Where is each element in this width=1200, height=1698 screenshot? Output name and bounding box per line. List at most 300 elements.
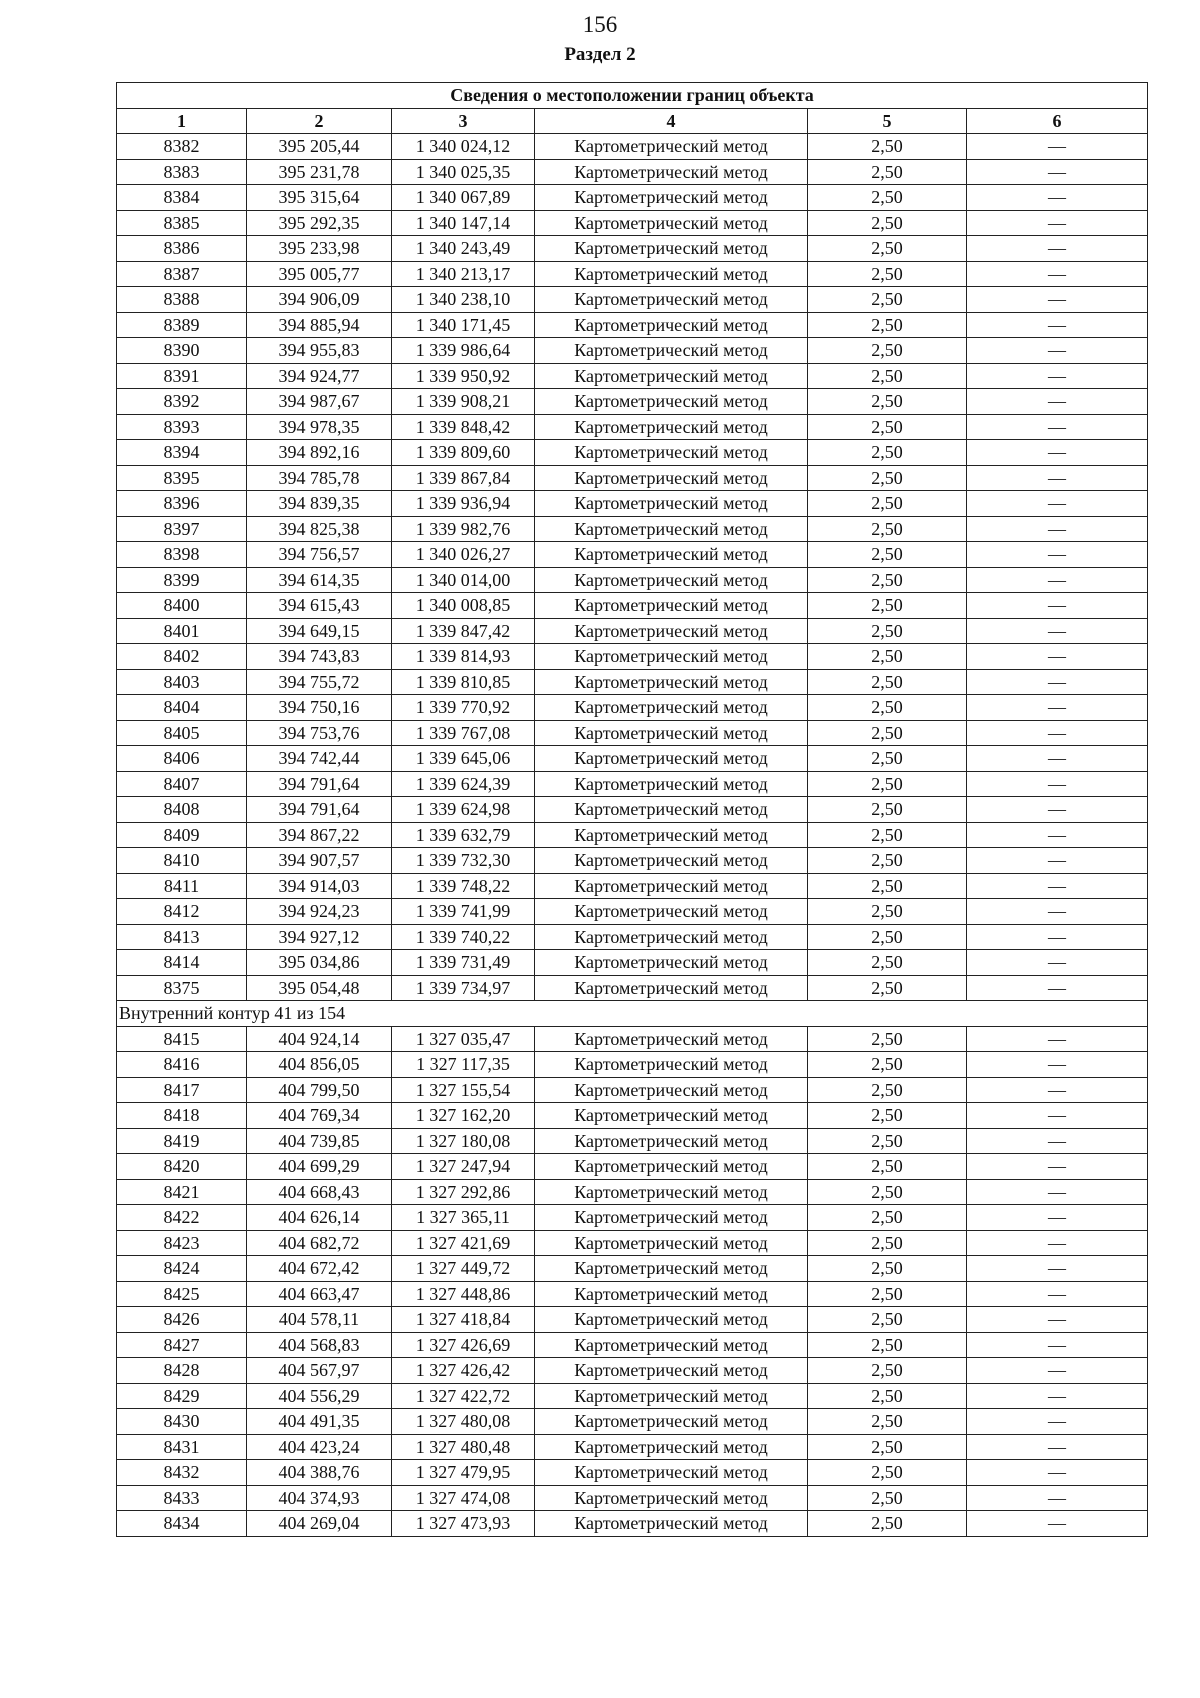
x-coordinate-cell: 404 672,42 <box>247 1256 392 1282</box>
x-coordinate-cell: 404 739,85 <box>247 1128 392 1154</box>
y-coordinate-cell: 1 339 982,76 <box>392 516 535 542</box>
table-row <box>117 261 1148 287</box>
point-number-cell: 8386 <box>117 236 247 262</box>
accuracy-cell: 2,50 <box>808 1409 967 1435</box>
method-cell: Картометрический метод <box>535 1230 808 1256</box>
table-row <box>117 720 1148 746</box>
x-coordinate-cell: 404 924,14 <box>247 1026 392 1052</box>
column-header: 4 <box>535 108 808 134</box>
y-coordinate-cell: 1 340 147,14 <box>392 210 535 236</box>
y-coordinate-cell: 1 339 867,84 <box>392 465 535 491</box>
accuracy-cell: 2,50 <box>808 185 967 211</box>
accuracy-cell: 2,50 <box>808 771 967 797</box>
description-cell: — <box>967 873 1148 899</box>
point-number-cell: 8392 <box>117 389 247 415</box>
point-number-cell: 8427 <box>117 1332 247 1358</box>
point-number-cell: 8394 <box>117 440 247 466</box>
accuracy-cell: 2,50 <box>808 134 967 160</box>
y-coordinate-cell: 1 339 810,85 <box>392 669 535 695</box>
description-cell: — <box>967 185 1148 211</box>
y-coordinate-cell: 1 339 734,97 <box>392 975 535 1001</box>
accuracy-cell: 2,50 <box>808 1383 967 1409</box>
table-row <box>117 1409 1148 1435</box>
description-cell: — <box>967 1409 1148 1435</box>
x-coordinate-cell: 394 907,57 <box>247 848 392 874</box>
y-coordinate-cell: 1 339 624,98 <box>392 797 535 823</box>
table-row <box>117 1485 1148 1511</box>
description-cell: — <box>967 618 1148 644</box>
y-coordinate-cell: 1 327 426,42 <box>392 1358 535 1384</box>
method-cell: Картометрический метод <box>535 210 808 236</box>
accuracy-cell: 2,50 <box>808 1205 967 1231</box>
point-number-cell: 8402 <box>117 644 247 670</box>
x-coordinate-cell: 404 374,93 <box>247 1485 392 1511</box>
description-cell: — <box>967 695 1148 721</box>
table-caption-row <box>117 83 1148 109</box>
accuracy-cell: 2,50 <box>808 848 967 874</box>
y-coordinate-cell: 1 340 008,85 <box>392 593 535 619</box>
y-coordinate-cell: 1 340 213,17 <box>392 261 535 287</box>
point-number-cell: 8412 <box>117 899 247 925</box>
table-row <box>117 1358 1148 1384</box>
point-number-cell: 8433 <box>117 1485 247 1511</box>
method-cell: Картометрический метод <box>535 491 808 517</box>
y-coordinate-cell: 1 327 480,48 <box>392 1434 535 1460</box>
method-cell: Картометрический метод <box>535 542 808 568</box>
y-coordinate-cell: 1 327 418,84 <box>392 1307 535 1333</box>
table-row <box>117 975 1148 1001</box>
method-cell: Картометрический метод <box>535 287 808 313</box>
x-coordinate-cell: 395 292,35 <box>247 210 392 236</box>
table-row <box>117 389 1148 415</box>
y-coordinate-cell: 1 327 448,86 <box>392 1281 535 1307</box>
y-coordinate-cell: 1 340 025,35 <box>392 159 535 185</box>
x-coordinate-cell: 404 699,29 <box>247 1154 392 1180</box>
x-coordinate-cell: 394 867,22 <box>247 822 392 848</box>
x-coordinate-cell: 404 626,14 <box>247 1205 392 1231</box>
description-cell: — <box>967 491 1148 517</box>
accuracy-cell: 2,50 <box>808 261 967 287</box>
table-row <box>117 414 1148 440</box>
point-number-cell: 8389 <box>117 312 247 338</box>
y-coordinate-cell: 1 339 986,64 <box>392 338 535 364</box>
accuracy-cell: 2,50 <box>808 746 967 772</box>
point-number-cell: 8385 <box>117 210 247 236</box>
table-row <box>117 312 1148 338</box>
x-coordinate-cell: 394 914,03 <box>247 873 392 899</box>
accuracy-cell: 2,50 <box>808 1179 967 1205</box>
accuracy-cell: 2,50 <box>808 1026 967 1052</box>
description-cell: — <box>967 1103 1148 1129</box>
method-cell: Картометрический метод <box>535 1358 808 1384</box>
description-cell: — <box>967 720 1148 746</box>
point-number-cell: 8429 <box>117 1383 247 1409</box>
table-row <box>117 236 1148 262</box>
accuracy-cell: 2,50 <box>808 720 967 746</box>
y-coordinate-cell: 1 339 624,39 <box>392 771 535 797</box>
accuracy-cell: 2,50 <box>808 465 967 491</box>
method-cell: Картометрический метод <box>535 1154 808 1180</box>
point-number-cell: 8382 <box>117 134 247 160</box>
description-cell: — <box>967 567 1148 593</box>
description-cell: — <box>967 1383 1148 1409</box>
x-coordinate-cell: 394 614,35 <box>247 567 392 593</box>
y-coordinate-cell: 1 327 247,94 <box>392 1154 535 1180</box>
method-cell: Картометрический метод <box>535 1026 808 1052</box>
y-coordinate-cell: 1 327 162,20 <box>392 1103 535 1129</box>
accuracy-cell: 2,50 <box>808 210 967 236</box>
boundary-coordinates-table <box>116 82 1148 1537</box>
accuracy-cell: 2,50 <box>808 1358 967 1384</box>
description-cell: — <box>967 1205 1148 1231</box>
x-coordinate-cell: 395 231,78 <box>247 159 392 185</box>
description-cell: — <box>967 975 1148 1001</box>
table-row <box>117 185 1148 211</box>
y-coordinate-cell: 1 327 035,47 <box>392 1026 535 1052</box>
accuracy-cell: 2,50 <box>808 1281 967 1307</box>
method-cell: Картометрический метод <box>535 1460 808 1486</box>
method-cell: Картометрический метод <box>535 1281 808 1307</box>
description-cell: — <box>967 516 1148 542</box>
accuracy-cell: 2,50 <box>808 1511 967 1537</box>
description-cell: — <box>967 669 1148 695</box>
method-cell: Картометрический метод <box>535 261 808 287</box>
y-coordinate-cell: 1 339 847,42 <box>392 618 535 644</box>
x-coordinate-cell: 394 955,83 <box>247 338 392 364</box>
method-cell: Картометрический метод <box>535 924 808 950</box>
description-cell: — <box>967 261 1148 287</box>
accuracy-cell: 2,50 <box>808 542 967 568</box>
description-cell: — <box>967 771 1148 797</box>
group-row <box>117 1001 1148 1027</box>
x-coordinate-cell: 395 034,86 <box>247 950 392 976</box>
accuracy-cell: 2,50 <box>808 1128 967 1154</box>
method-cell: Картометрический метод <box>535 1128 808 1154</box>
y-coordinate-cell: 1 327 365,11 <box>392 1205 535 1231</box>
x-coordinate-cell: 394 927,12 <box>247 924 392 950</box>
point-number-cell: 8406 <box>117 746 247 772</box>
method-cell: Картометрический метод <box>535 1383 808 1409</box>
x-coordinate-cell: 404 856,05 <box>247 1052 392 1078</box>
y-coordinate-cell: 1 339 814,93 <box>392 644 535 670</box>
y-coordinate-cell: 1 327 117,35 <box>392 1052 535 1078</box>
y-coordinate-cell: 1 339 936,94 <box>392 491 535 517</box>
x-coordinate-cell: 394 906,09 <box>247 287 392 313</box>
accuracy-cell: 2,50 <box>808 440 967 466</box>
method-cell: Картометрический метод <box>535 618 808 644</box>
y-coordinate-cell: 1 339 950,92 <box>392 363 535 389</box>
x-coordinate-cell: 394 743,83 <box>247 644 392 670</box>
table-row <box>117 1511 1148 1537</box>
table-row <box>117 363 1148 389</box>
y-coordinate-cell: 1 339 632,79 <box>392 822 535 848</box>
description-cell: — <box>967 1179 1148 1205</box>
x-coordinate-cell: 394 839,35 <box>247 491 392 517</box>
accuracy-cell: 2,50 <box>808 644 967 670</box>
table-body <box>117 134 1148 1537</box>
description-cell: — <box>967 899 1148 925</box>
method-cell: Картометрический метод <box>535 159 808 185</box>
table-row <box>117 1460 1148 1486</box>
y-coordinate-cell: 1 340 171,45 <box>392 312 535 338</box>
x-coordinate-cell: 404 578,11 <box>247 1307 392 1333</box>
point-number-cell: 8390 <box>117 338 247 364</box>
point-number-cell: 8426 <box>117 1307 247 1333</box>
x-coordinate-cell: 394 750,16 <box>247 695 392 721</box>
point-number-cell: 8421 <box>117 1179 247 1205</box>
x-coordinate-cell: 404 423,24 <box>247 1434 392 1460</box>
x-coordinate-cell: 394 892,16 <box>247 440 392 466</box>
table-row <box>117 746 1148 772</box>
table-row <box>117 1256 1148 1282</box>
table-row <box>117 542 1148 568</box>
point-number-cell: 8430 <box>117 1409 247 1435</box>
description-cell: — <box>967 1026 1148 1052</box>
table-row <box>117 465 1148 491</box>
description-cell: — <box>967 1332 1148 1358</box>
method-cell: Картометрический метод <box>535 389 808 415</box>
y-coordinate-cell: 1 327 449,72 <box>392 1256 535 1282</box>
point-number-cell: 8423 <box>117 1230 247 1256</box>
table-row <box>117 210 1148 236</box>
point-number-cell: 8405 <box>117 720 247 746</box>
x-coordinate-cell: 394 649,15 <box>247 618 392 644</box>
x-coordinate-cell: 394 755,72 <box>247 669 392 695</box>
x-coordinate-cell: 404 769,34 <box>247 1103 392 1129</box>
x-coordinate-cell: 394 791,64 <box>247 771 392 797</box>
x-coordinate-cell: 404 663,47 <box>247 1281 392 1307</box>
table-row <box>117 159 1148 185</box>
method-cell: Картометрический метод <box>535 593 808 619</box>
method-cell: Картометрический метод <box>535 873 808 899</box>
method-cell: Картометрический метод <box>535 1434 808 1460</box>
point-number-cell: 8424 <box>117 1256 247 1282</box>
description-cell: — <box>967 746 1148 772</box>
point-number-cell: 8391 <box>117 363 247 389</box>
accuracy-cell: 2,50 <box>808 312 967 338</box>
accuracy-cell: 2,50 <box>808 695 967 721</box>
table-row <box>117 822 1148 848</box>
x-coordinate-cell: 394 987,67 <box>247 389 392 415</box>
y-coordinate-cell: 1 327 421,69 <box>392 1230 535 1256</box>
y-coordinate-cell: 1 327 422,72 <box>392 1383 535 1409</box>
description-cell: — <box>967 644 1148 670</box>
description-cell: — <box>967 822 1148 848</box>
point-number-cell: 8408 <box>117 797 247 823</box>
x-coordinate-cell: 394 753,76 <box>247 720 392 746</box>
description-cell: — <box>967 1358 1148 1384</box>
point-number-cell: 8418 <box>117 1103 247 1129</box>
description-cell: — <box>967 1256 1148 1282</box>
table-row <box>117 1434 1148 1460</box>
point-number-cell: 8399 <box>117 567 247 593</box>
y-coordinate-cell: 1 340 067,89 <box>392 185 535 211</box>
accuracy-cell: 2,50 <box>808 618 967 644</box>
method-cell: Картометрический метод <box>535 975 808 1001</box>
description-cell: — <box>967 1281 1148 1307</box>
table-row <box>117 134 1148 160</box>
x-coordinate-cell: 404 491,35 <box>247 1409 392 1435</box>
point-number-cell: 8434 <box>117 1511 247 1537</box>
method-cell: Картометрический метод <box>535 185 808 211</box>
point-number-cell: 8383 <box>117 159 247 185</box>
point-number-cell: 8398 <box>117 542 247 568</box>
x-coordinate-cell: 404 567,97 <box>247 1358 392 1384</box>
y-coordinate-cell: 1 340 014,00 <box>392 567 535 593</box>
table-row <box>117 797 1148 823</box>
method-cell: Картометрический метод <box>535 1205 808 1231</box>
method-cell: Картометрический метод <box>535 567 808 593</box>
y-coordinate-cell: 1 339 809,60 <box>392 440 535 466</box>
accuracy-cell: 2,50 <box>808 899 967 925</box>
method-cell: Картометрический метод <box>535 1307 808 1333</box>
table-row <box>117 567 1148 593</box>
table-row <box>117 1307 1148 1333</box>
point-number-cell: 8409 <box>117 822 247 848</box>
method-cell: Картометрический метод <box>535 236 808 262</box>
method-cell: Картометрический метод <box>535 848 808 874</box>
accuracy-cell: 2,50 <box>808 1485 967 1511</box>
point-number-cell: 8419 <box>117 1128 247 1154</box>
accuracy-cell: 2,50 <box>808 1434 967 1460</box>
table-row <box>117 338 1148 364</box>
point-number-cell: 8397 <box>117 516 247 542</box>
description-cell: — <box>967 1307 1148 1333</box>
method-cell: Картометрический метод <box>535 312 808 338</box>
accuracy-cell: 2,50 <box>808 593 967 619</box>
point-number-cell: 8388 <box>117 287 247 313</box>
x-coordinate-cell: 395 054,48 <box>247 975 392 1001</box>
x-coordinate-cell: 404 269,04 <box>247 1511 392 1537</box>
point-number-cell: 8414 <box>117 950 247 976</box>
accuracy-cell: 2,50 <box>808 797 967 823</box>
x-coordinate-cell: 394 791,64 <box>247 797 392 823</box>
y-coordinate-cell: 1 339 732,30 <box>392 848 535 874</box>
y-coordinate-cell: 1 327 292,86 <box>392 1179 535 1205</box>
x-coordinate-cell: 395 315,64 <box>247 185 392 211</box>
column-header-row <box>117 108 1148 134</box>
description-cell: — <box>967 1230 1148 1256</box>
x-coordinate-cell: 404 568,83 <box>247 1332 392 1358</box>
x-coordinate-cell: 404 668,43 <box>247 1179 392 1205</box>
accuracy-cell: 2,50 <box>808 1307 967 1333</box>
point-number-cell: 8410 <box>117 848 247 874</box>
description-cell: — <box>967 950 1148 976</box>
table-row <box>117 618 1148 644</box>
table-row <box>117 771 1148 797</box>
y-coordinate-cell: 1 339 748,22 <box>392 873 535 899</box>
table-row <box>117 287 1148 313</box>
x-coordinate-cell: 404 388,76 <box>247 1460 392 1486</box>
method-cell: Картометрический метод <box>535 746 808 772</box>
method-cell: Картометрический метод <box>535 695 808 721</box>
x-coordinate-cell: 404 556,29 <box>247 1383 392 1409</box>
table-row <box>117 516 1148 542</box>
method-cell: Картометрический метод <box>535 516 808 542</box>
y-coordinate-cell: 1 339 908,21 <box>392 389 535 415</box>
y-coordinate-cell: 1 327 479,95 <box>392 1460 535 1486</box>
method-cell: Картометрический метод <box>535 465 808 491</box>
x-coordinate-cell: 404 682,72 <box>247 1230 392 1256</box>
y-coordinate-cell: 1 340 024,12 <box>392 134 535 160</box>
x-coordinate-cell: 394 885,94 <box>247 312 392 338</box>
description-cell: — <box>967 1511 1148 1537</box>
table-row <box>117 1230 1148 1256</box>
point-number-cell: 8375 <box>117 975 247 1001</box>
method-cell: Картометрический метод <box>535 1103 808 1129</box>
accuracy-cell: 2,50 <box>808 1154 967 1180</box>
point-number-cell: 8416 <box>117 1052 247 1078</box>
description-cell: — <box>967 1434 1148 1460</box>
accuracy-cell: 2,50 <box>808 950 967 976</box>
table-row <box>117 1281 1148 1307</box>
method-cell: Картометрический метод <box>535 1179 808 1205</box>
description-cell: — <box>967 924 1148 950</box>
table-row <box>117 950 1148 976</box>
group-label: Внутренний контур 41 из 154 <box>117 1001 1148 1027</box>
description-cell: — <box>967 1485 1148 1511</box>
accuracy-cell: 2,50 <box>808 236 967 262</box>
point-number-cell: 8384 <box>117 185 247 211</box>
table-row <box>117 644 1148 670</box>
x-coordinate-cell: 394 785,78 <box>247 465 392 491</box>
method-cell: Картометрический метод <box>535 797 808 823</box>
table-row <box>117 1332 1148 1358</box>
table-row <box>117 873 1148 899</box>
point-number-cell: 8432 <box>117 1460 247 1486</box>
point-number-cell: 8422 <box>117 1205 247 1231</box>
description-cell: — <box>967 1052 1148 1078</box>
accuracy-cell: 2,50 <box>808 1077 967 1103</box>
description-cell: — <box>967 1128 1148 1154</box>
point-number-cell: 8400 <box>117 593 247 619</box>
x-coordinate-cell: 394 825,38 <box>247 516 392 542</box>
point-number-cell: 8413 <box>117 924 247 950</box>
page-number: 156 <box>582 12 618 37</box>
y-coordinate-cell: 1 339 767,08 <box>392 720 535 746</box>
accuracy-cell: 2,50 <box>808 822 967 848</box>
point-number-cell: 8420 <box>117 1154 247 1180</box>
point-number-cell: 8407 <box>117 771 247 797</box>
y-coordinate-cell: 1 327 180,08 <box>392 1128 535 1154</box>
accuracy-cell: 2,50 <box>808 491 967 517</box>
accuracy-cell: 2,50 <box>808 287 967 313</box>
description-cell: — <box>967 465 1148 491</box>
table-row <box>117 440 1148 466</box>
y-coordinate-cell: 1 327 473,93 <box>392 1511 535 1537</box>
method-cell: Картометрический метод <box>535 363 808 389</box>
accuracy-cell: 2,50 <box>808 567 967 593</box>
table-row <box>117 593 1148 619</box>
x-coordinate-cell: 394 924,23 <box>247 899 392 925</box>
table-row <box>117 848 1148 874</box>
method-cell: Картометрический метод <box>535 669 808 695</box>
column-header: 6 <box>967 108 1148 134</box>
point-number-cell: 8387 <box>117 261 247 287</box>
point-number-cell: 8395 <box>117 465 247 491</box>
accuracy-cell: 2,50 <box>808 873 967 899</box>
description-cell: — <box>967 1077 1148 1103</box>
table-row <box>117 1154 1148 1180</box>
point-number-cell: 8403 <box>117 669 247 695</box>
x-coordinate-cell: 394 978,35 <box>247 414 392 440</box>
x-coordinate-cell: 394 615,43 <box>247 593 392 619</box>
accuracy-cell: 2,50 <box>808 1052 967 1078</box>
y-coordinate-cell: 1 339 740,22 <box>392 924 535 950</box>
y-coordinate-cell: 1 339 848,42 <box>392 414 535 440</box>
x-coordinate-cell: 394 924,77 <box>247 363 392 389</box>
table-row <box>117 695 1148 721</box>
